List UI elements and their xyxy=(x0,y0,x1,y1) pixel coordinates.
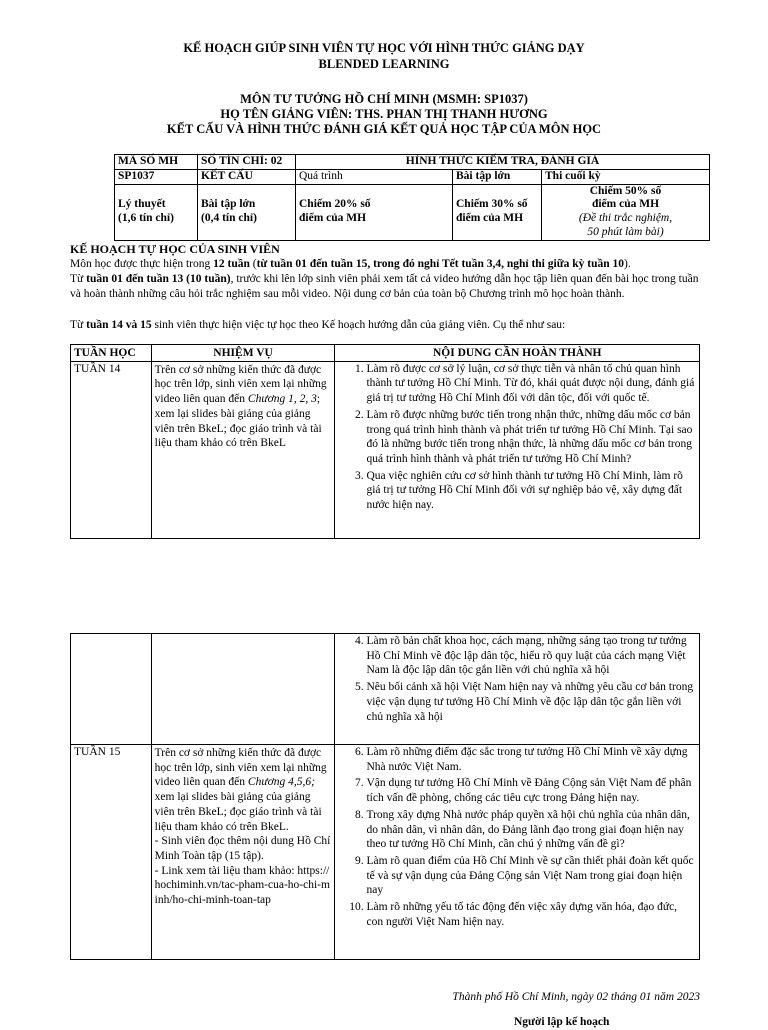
continued-task-cell xyxy=(151,634,335,745)
final-exam-duration: 50 phút làm bài) xyxy=(587,225,664,238)
document-title-line1: KẾ HOẠCH GIÚP SINH VIÊN TỰ HỌC VỚI HÌNH THỨC GIẢNG DẠY xyxy=(183,41,585,55)
project-label: Bài tập lớn xyxy=(453,169,542,184)
week-14-goal-list xyxy=(338,362,696,513)
course-code-header: MÃ SỐ MH xyxy=(115,155,198,170)
final-weight-cell xyxy=(542,184,710,240)
project-weight-cell xyxy=(453,184,542,240)
project-credit-label: Bài tập lớn xyxy=(201,198,256,211)
eval-values-row xyxy=(115,184,710,240)
eval-header-row xyxy=(115,155,710,170)
project-weight-unit: điểm của MH xyxy=(456,212,524,225)
evaluation-table xyxy=(114,154,710,241)
evaluation-header: HÌNH THỨC KIỂM TRA, ĐÁNH GIÁ xyxy=(296,155,710,170)
plan-paragraph-2: Từ tuần 01 đến tuần 13 (10 tuần), trước khi lên lớp sinh viên phải xem tất cả video hướng dẫn học tập liên quan đến bài học trong tuần và hoàn thành những câu hỏi trắc nghiệm sau mỗi video. Nội dung cơ bản của toàn bộ Chương trình mô học hoàn thành. xyxy=(70,273,699,300)
week-15-tasks: Trên cơ sở những kiến thức đã được học trên lớp, sinh viên xem lại những video liên quan đến Chương 4,5,6; xem lại slides bài giảng của giảng viên trên BkeL; đọc giáo trình và tài liệu tham khảo có trên BkeL. - Sinh viên đọc thêm nội dung Hồ Chí Minh Toàn tập (15 tập). - Link xem tài liệu tham khảo: https://hochiminh.vn/tac-pham-cua-ho-chi-minh/ho-chi-minh-toan-tap xyxy=(151,745,335,960)
signature-date: Thành phố Hồ Chí Minh, ngày 02 tháng 01 năm 2023 xyxy=(452,991,700,1003)
project-weight: Chiếm 30% số xyxy=(456,198,528,211)
week-column-header: TUẦN HỌC xyxy=(71,345,152,362)
self-study-heading: KẾ HOẠCH TỰ HỌC CỦA SINH VIÊN xyxy=(70,242,280,256)
table-row xyxy=(71,745,700,960)
weekly-plan-header-row xyxy=(71,345,700,362)
project-credits-cell xyxy=(198,184,296,240)
list-item: 9. Làm rõ quan điểm của Hồ Chí Minh về sự cần thiết phải đoàn kết quốc tế và sự vận dụng của Đảng Cộng sản Việt Nam trong giai đoạn hiện nay xyxy=(366,854,696,898)
final-weight: Chiếm 50% số xyxy=(589,184,662,197)
process-weight: Chiếm 20% số xyxy=(299,198,371,211)
plan-paragraph-1: Môn học được thực hiện trong 12 tuần (từ tuần 01 đến tuần 15, trong đó nghỉ Tết tuần 3,4, nghỉ thi giữa kỳ tuần 10). xyxy=(70,258,631,270)
process-weight-unit: điểm của MH xyxy=(299,212,367,225)
structure-label: KẾT CẤU xyxy=(198,169,296,184)
list-item: 1. Làm rõ được cơ sở lý luận, cơ sở thực tiễn và nhân tố chủ quan hình thành tư tưởng Hồ Chí Minh. Từ đó, khái quát được nội dung, đánh giá giá trị tư tưởng Hồ Chí Minh đối với dân tộc, đối với quốc tế. xyxy=(366,362,696,406)
table-row xyxy=(71,634,700,745)
week-14-goal-list-continued xyxy=(338,634,696,724)
final-exam-label: Thi cuối kỳ xyxy=(542,169,710,184)
list-item: 2. Làm rõ được những bước tiến trong nhận thức, những dấu mốc cơ bản trong quá trình hình thành và phát triển tư tưởng Hồ Chí Minh. Tại sao đó là những bước tiến trong nhận thức, là những dấu mốc cơ bản trong quá trình hình thành và phát triển tư tưởng Hồ Chí Minh? xyxy=(366,408,696,467)
theory-credits: (1,6 tín chỉ) xyxy=(118,212,174,225)
week-14-content xyxy=(335,361,700,538)
list-item: 8. Trong xây dựng Nhà nước pháp quyền xã hội chủ nghĩa của nhân dân, do nhân dân, vì nhân dân, do Đảng lãnh đạo trong giai đoạn hiện nay theo tư tưởng Hồ Chí Minh, cần chú ý những vấn đề gì? xyxy=(366,808,696,852)
weekly-plan-table-continued xyxy=(70,633,700,960)
list-item: 10. Làm rõ những yếu tố tác động đến việc xây dựng văn hóa, đạo đức, con người Việt Nam hiện nay. xyxy=(366,900,696,929)
signer-title: Người lập kế hoạch xyxy=(514,1016,610,1028)
plan-paragraph-3: Từ tuần 14 và 15 sinh viên thực hiện việc tự học theo Kế hoạch hướng dẫn của giảng viên. Cụ thể như sau: xyxy=(70,319,566,331)
week-14-label: TUẦN 14 xyxy=(71,361,152,538)
week-14-tasks: Trên cơ sở những kiến thức đã được học trên lớp, sinh viên xem lại những video liên quan đến Chương 1, 2, 3; xem lại slides bài giảng của giảng viên trên BkeL; đọc giáo trình và tài liệu tham khảo có trên BkeL xyxy=(151,361,335,538)
list-item: 4. Làm rõ bản chất khoa học, cách mạng, những sáng tạo trong tư tưởng Hồ Chí Minh về độc lập dân tộc, hiểu rõ quy luật của cách mạng Việt Nam là độc lập dân tộc gắn liền với chủ nghĩa xã hội xyxy=(366,634,696,678)
list-item: 6. Làm rõ những điểm đặc sắc trong tư tưởng Hồ Chí Minh về xây dựng Nhà nước Việt Nam. xyxy=(366,745,696,774)
continued-week-cell xyxy=(71,634,152,745)
content-column-header: NỘI DUNG CẦN HOÀN THÀNH xyxy=(335,345,700,362)
week-15-reading-note: - Sinh viên đọc thêm nội dung Hồ Chí Minh Toàn tập (15 tập). xyxy=(154,835,331,863)
final-weight-unit: điểm của MH xyxy=(591,198,660,211)
week-15-label: TUẦN 15 xyxy=(71,745,152,960)
theory-credits-cell xyxy=(115,184,198,240)
course-code: SP1037 xyxy=(115,169,198,184)
list-item: 7. Vận dụng tư tưởng Hồ Chí Minh về Đảng Cộng sản Việt Nam để phân tích vấn đề phòng, chống các tiêu cực trong Đảng hiện nay. xyxy=(366,776,696,805)
process-weight-cell xyxy=(296,184,453,240)
final-exam-format: (Đề thi trắc nghiệm, xyxy=(578,212,673,225)
credits-header: SỐ TÍN CHỈ: 02 xyxy=(198,155,296,170)
project-credits: (0,4 tín chỉ) xyxy=(201,212,257,225)
process-label: Quá trình xyxy=(296,169,453,184)
week-14-content-continued xyxy=(335,634,700,745)
eval-subheader-row xyxy=(115,169,710,184)
lecturer-name: HỌ TÊN GIẢNG VIÊN: THS. PHAN THỊ THANH HƯƠNG xyxy=(220,107,548,121)
document-title-line2: BLENDED LEARNING xyxy=(318,57,450,71)
list-item: 5. Nêu bối cảnh xã hội Việt Nam hiện nay và những yêu cầu cơ bản trong việc vận dụng tư tưởng Hồ Chí Minh về độc lập dân tộc gắn liền với chủ nghĩa xã hội xyxy=(366,680,696,724)
week-15-goal-list xyxy=(338,745,696,930)
week-15-content xyxy=(335,745,700,960)
list-item: 3. Qua việc nghiên cứu cơ sở hình thành tư tưởng Hồ Chí Minh, làm rõ giá trị tư tưởng Hồ Chí Minh đối với sự nghiệp bảo vệ, xây dựng đất nước hiện nay. xyxy=(366,469,696,513)
theory-label: Lý thuyết xyxy=(118,198,166,211)
weekly-plan-table xyxy=(70,344,700,539)
table-row xyxy=(71,361,700,538)
structure-heading: KẾT CẤU VÀ HÌNH THỨC ĐÁNH GIÁ KẾT QUẢ HỌC TẬP CỦA MÔN HỌC xyxy=(166,122,602,136)
week-15-reference-link: - Link xem tài liệu tham khảo: https://hochiminh.vn/tac-pham-cua-ho-chi-minh/ho-chi-minh-toan-tap xyxy=(154,864,330,907)
task-column-header: NHIỆM VỤ xyxy=(151,345,335,362)
course-name: MÔN TƯ TƯỞNG HỒ CHÍ MINH (MSMH: SP1037) xyxy=(240,92,528,106)
